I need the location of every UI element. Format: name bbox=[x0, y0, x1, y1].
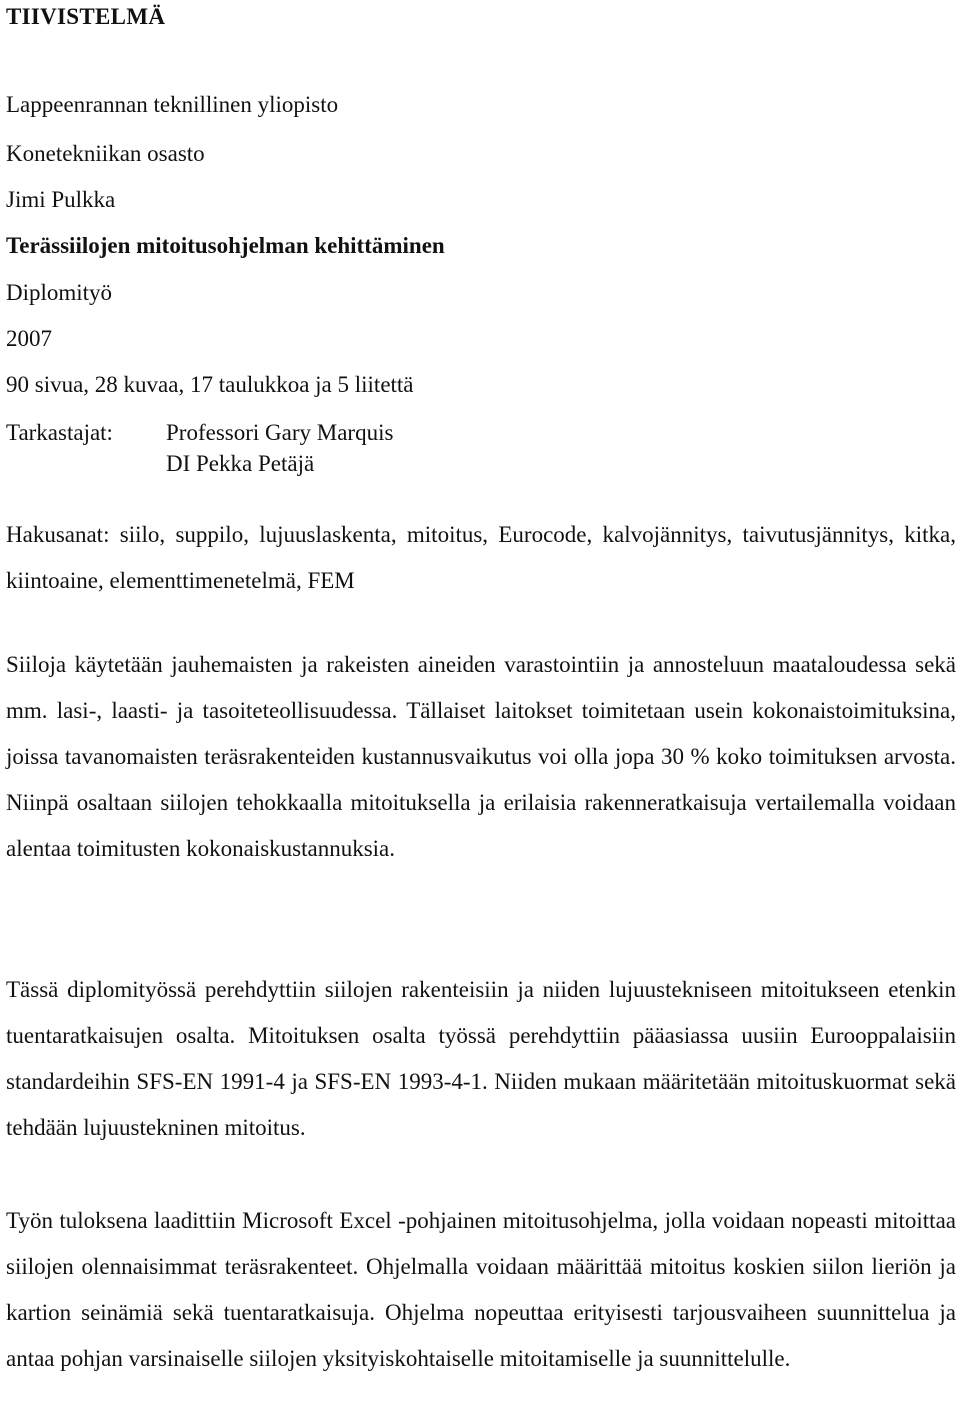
extent-line: 90 sivua, 28 kuvaa, 17 taulukkoa ja 5 liitettä bbox=[6, 372, 414, 397]
year-line: 2007 bbox=[6, 326, 52, 351]
abstract-paragraph-2 bbox=[6, 967, 956, 1151]
paragraph-text: Työn tuloksena laadittiin Microsoft Excel -pohjainen mitoitusohjelma, jolla voidaan nopeasti mitoittaa siilojen olennaisimmat teräsrakenteet. Ohjelmalla voidaan määrittää mitoitus koskien siilon lieriön ja kartion seinämiä sekä tuentaratkaisuja. Ohjelma nopeuttaa erityisesti tarjousvaiheen suunnittelua ja antaa pohjan varsinaiselle siilojen yksityiskohtaiselle mitoitamiselle ja suunnittelulle. bbox=[6, 1208, 956, 1371]
thesis-type-line: Diplomityö bbox=[6, 280, 113, 305]
university-line: Lappeenrannan teknillinen yliopisto bbox=[6, 92, 339, 117]
paragraph-text: Siiloja käytetään jauhemaisten ja rakeisten aineiden varastointiin ja annosteluun maataloudessa sekä mm. lasi-, laasti- ja tasoiteteollisuudessa. Tällaiset laitokset toimitetaan usein kokonaistoimituksina, joissa tavanomaisten teräsrakenteiden kustannusvaikutus voi olla jopa 30 % koko toimituksen arvosta. Niinpä osaltaan siilojen tehokkaalla mitoituksella ja erilaisia rakenneratkaisuja vertailemalla voidaan alentaa toimitusten kokonaiskustannuksia. bbox=[6, 652, 956, 861]
keywords-block: Hakusanat: siilo, suppilo, lujuuslaskenta, mitoitus, Eurocode, kalvojännitys, taivutusjännitys, kitka, kiintoaine, elementtimenetelmä, FEM bbox=[6, 522, 956, 593]
paragraph-text: Tässä diplomityössä perehdyttiin siilojen rakenteisiin ja niiden lujuustekniseen mitoitukseen etenkin tuentaratkaisujen osalta. Mitoituksen osalta työssä perehdyttiin pääasiassa uusiin Eurooppalaisiin standardeihin SFS-EN 1991-4 ja SFS-EN 1993-4-1. Niiden mukaan määritetään mitoituskuormat sekä tehdään lujuustekninen mitoitus. bbox=[6, 977, 956, 1140]
abstract-paragraph-1 bbox=[6, 642, 956, 872]
author-line: Jimi Pulkka bbox=[6, 187, 116, 212]
abstract-paragraph-3 bbox=[6, 1198, 956, 1382]
reviewer-2: DI Pekka Petäjä bbox=[166, 451, 315, 476]
thesis-title: Terässiilojen mitoitusohjelman kehittäminen bbox=[6, 233, 445, 258]
department-line: Konetekniikan osasto bbox=[6, 141, 205, 166]
page-title: TIIVISTELMÄ bbox=[6, 4, 166, 29]
reviewers-label: Tarkastajat: bbox=[6, 420, 113, 445]
reviewer-1: Professori Gary Marquis bbox=[166, 420, 394, 445]
